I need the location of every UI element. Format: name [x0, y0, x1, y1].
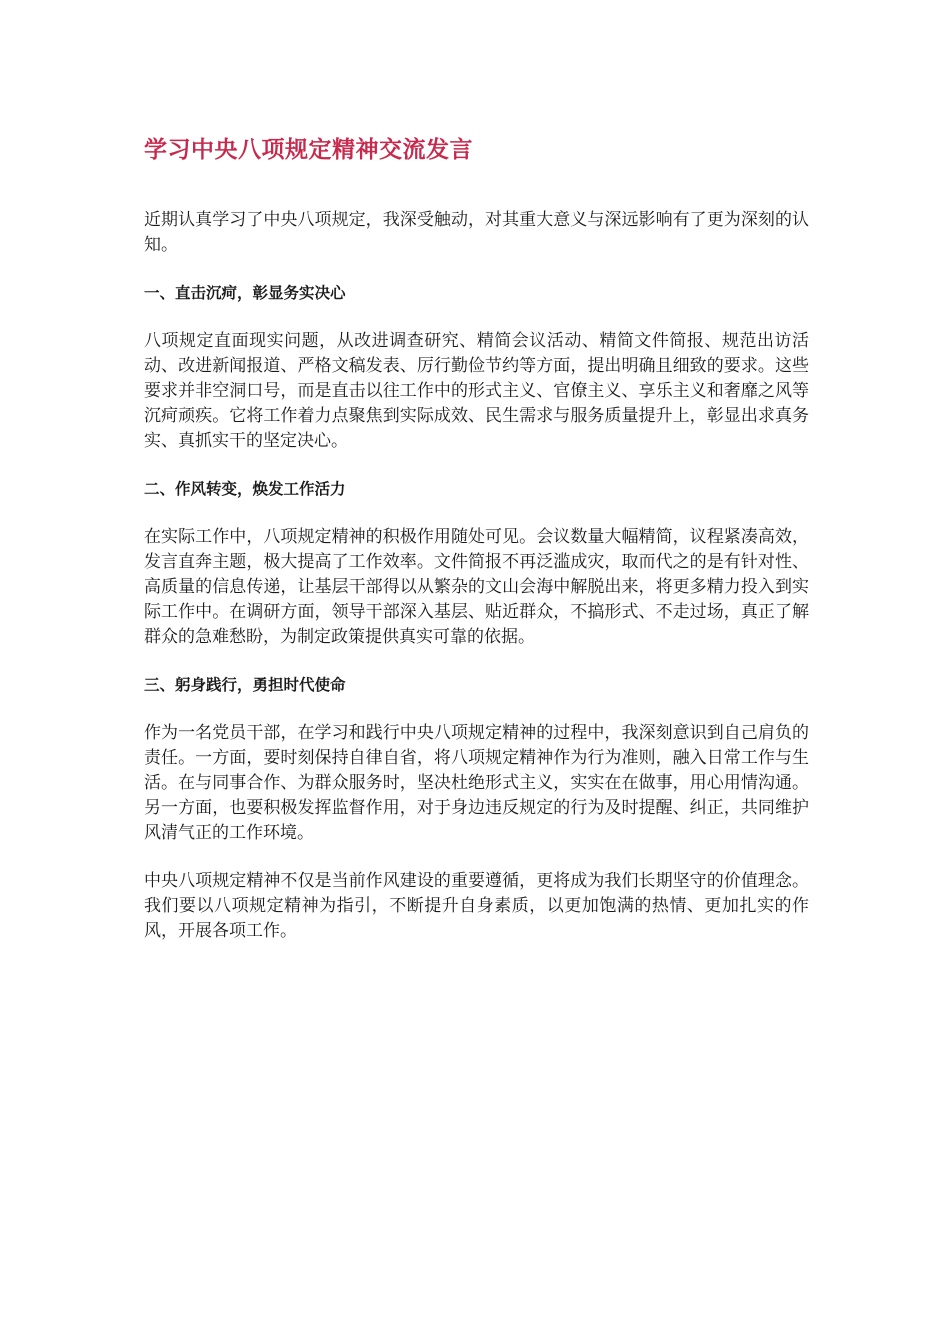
section-1-paragraph: 八项规定直面现实问题，从改进调查研究、精简会议活动、精简文件简报、规范出访活动、改进新闻报道、严格文稿发表、厉行勤俭节约等方面，提出明确且细致的要求。这些要求并非空洞口号，而是直击以往工作中的形式主义、官僚主义、享乐主义和奢靡之风等沉疴顽疾。它将工作着力点聚焦到实际成效、民生需求与服务质量提升上，彰显出求真务实、真抓实干的坚定决心。 — [144, 331, 809, 451]
closing-paragraph-end: 。 — [280, 921, 297, 941]
section-3-paragraph-prefix: 作为一名 — [144, 723, 213, 743]
document-body — [144, 128, 809, 967]
document-title: 学习中央八项规定精神交流发言 — [144, 137, 473, 163]
section-3-paragraph — [144, 721, 809, 846]
closing-paragraph-main: 中央八项规定精神不仅是当前作风建设的重要遵循，更将成为我们长期坚守的价值理念。我们要以八项规定精神为指引，不断提升自身素质，以更加饱满的热情、更加扎实的作风， — [144, 871, 809, 941]
section-3-paragraph-emphasis: 党员干部 — [212, 723, 281, 743]
closing-paragraph-emphasis: 开展各项工作 — [178, 921, 280, 941]
section-2-paragraph: 在实际工作中，八项规定精神的积极作用随处可见。会议数量大幅精简，议程紧凑高效，发言直奔主题，极大提高了工作效率。文件简报不再泛滥成灾，取而代之的是有针对性、高质量的信息传递，让基层干部得以从繁杂的文山会海中解脱出来，将更多精力投入到实际工作中。在调研方面，领导干部深入基层、贴近群众，不搞形式、不走过场，真正了解群众的急难愁盼，为制定政策提供真实可靠的依据。 — [144, 527, 809, 647]
section-3-heading: 三、躬身践行，勇担时代使命 — [144, 676, 346, 694]
closing-paragraph — [144, 869, 809, 944]
section-3-paragraph-rest: ，在学习和践行中央八项规定精神的过程中，我深刻意识到自己肩负的责任。一方面，要时刻保持自律自省，将八项规定精神作为行为准则，融入日常工作与生活。在与同事合作、为群众服务时，坚决杜绝形式主义，实实在在做事，用心用情沟通。另一方面，也要积极发挥监督作用，对于身边违反规定的行为及时提醒、纠正，共同维护风清气正的工作环境。 — [144, 723, 810, 843]
intro-paragraph: 近期认真学习了中央八项规定，我深受触动，对其重大意义与深远影响有了更为深刻的认知。 — [144, 210, 809, 255]
section-1-heading: 一、直击沉疴，彰显务实决心 — [144, 284, 346, 302]
section-2-heading: 二、作风转变，焕发工作活力 — [144, 480, 346, 498]
